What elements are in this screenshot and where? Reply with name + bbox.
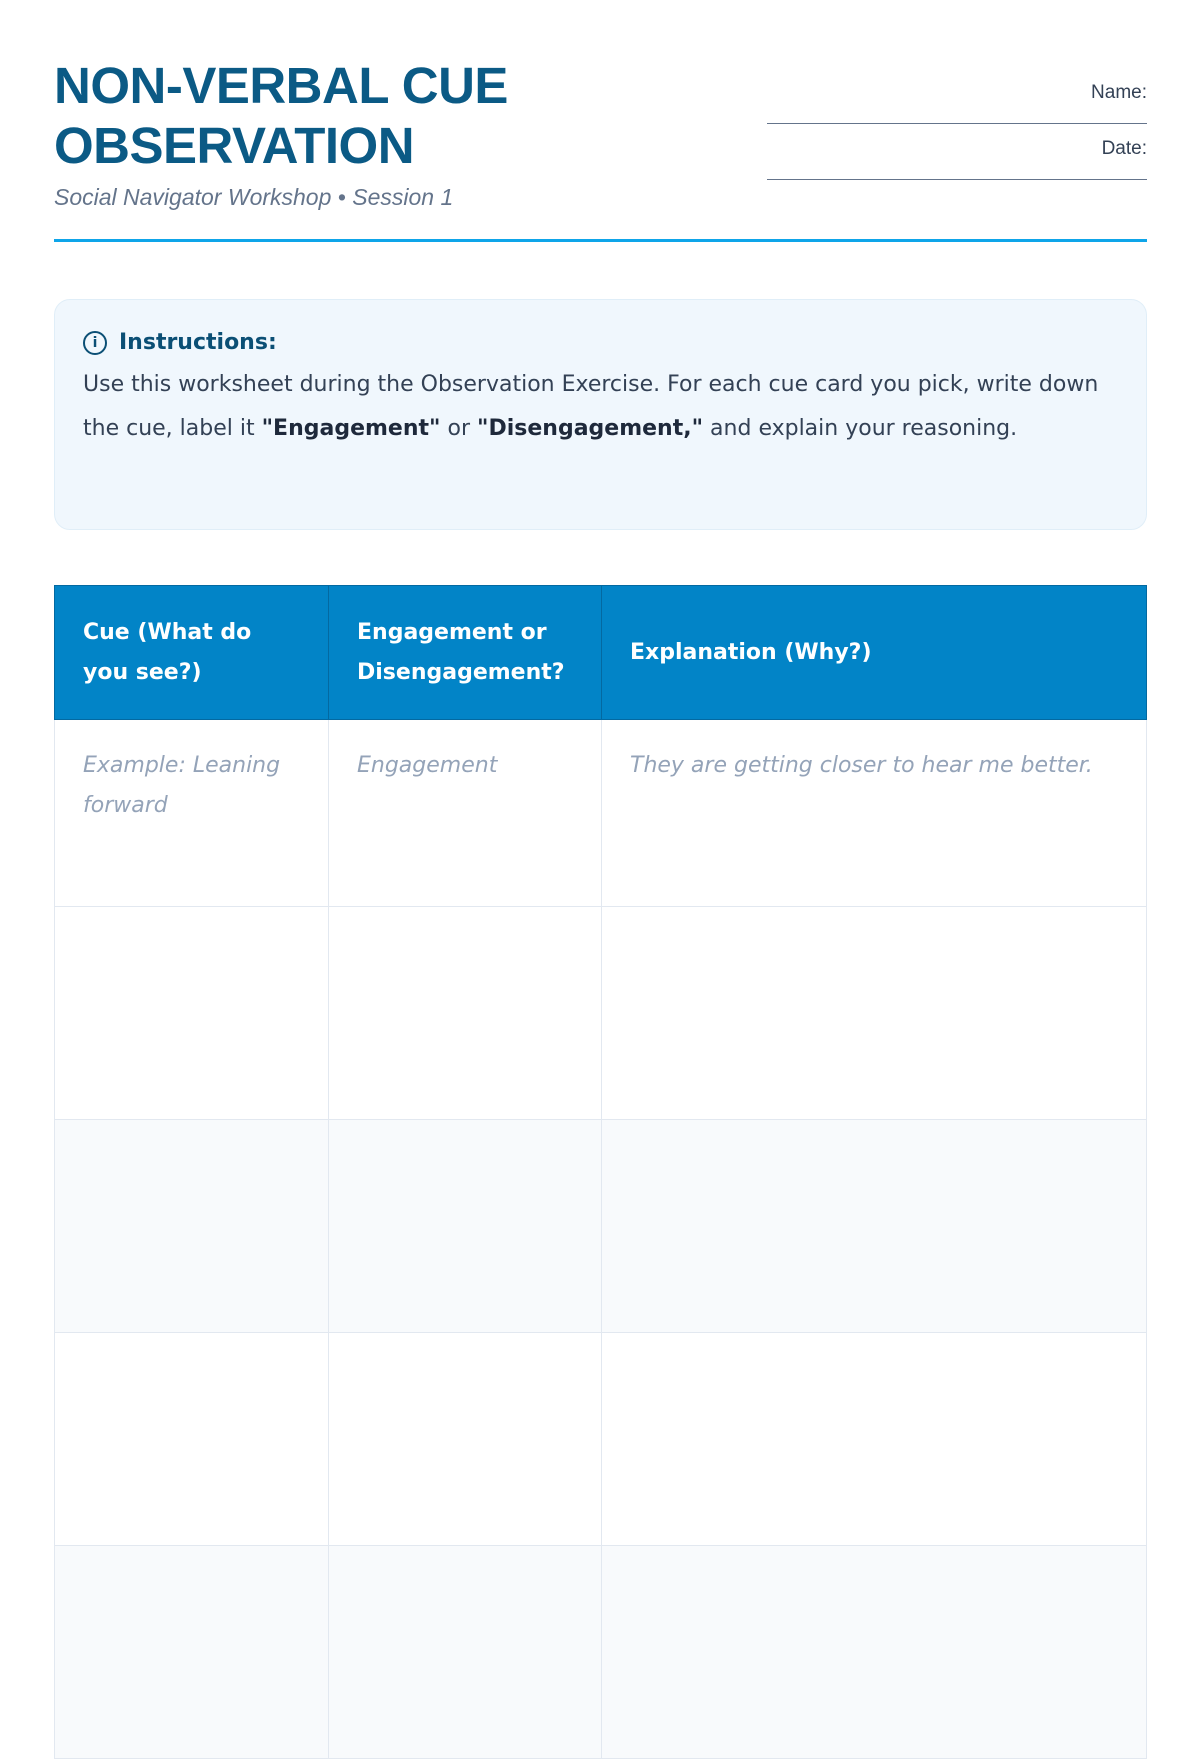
column-header-type: Engagement or Disengagement? <box>329 586 602 720</box>
explanation-cell[interactable] <box>602 1333 1147 1546</box>
example-explanation: They are getting closer to hear me better. <box>602 720 1147 907</box>
column-header-explanation: Explanation (Why?) <box>602 586 1147 720</box>
disengagement-term: "Disengagement," <box>477 416 704 441</box>
type-cell[interactable] <box>329 1120 602 1333</box>
cue-cell[interactable] <box>55 1120 329 1333</box>
explanation-cell[interactable] <box>602 1120 1147 1333</box>
instructions-text-part: or <box>440 416 477 441</box>
table-row <box>55 907 1147 1120</box>
explanation-cell[interactable] <box>602 907 1147 1120</box>
cue-cell[interactable] <box>55 1546 329 1759</box>
instructions-text-part: Use this worksheet during the Observation Exercise. For each cue card you pick, write down the cue, label it <box>83 372 1099 441</box>
date-field[interactable] <box>767 160 1147 180</box>
name-field[interactable] <box>767 104 1147 124</box>
instructions-text-part: and explain your reasoning. <box>703 416 1018 441</box>
instructions-heading: Instructions: <box>119 330 277 355</box>
type-cell[interactable] <box>329 1546 602 1759</box>
name-date-fields <box>767 82 1147 194</box>
table-row <box>55 1546 1147 1759</box>
page-subtitle: Social Navigator Workshop • Session 1 <box>54 184 454 210</box>
page-title: NON-VERBAL CUE OBSERVATION <box>54 57 508 174</box>
example-cue: Example: Leaning forward <box>55 720 329 907</box>
explanation-cell[interactable] <box>602 1546 1147 1759</box>
instructions-box <box>54 299 1147 530</box>
info-icon: i <box>83 331 107 355</box>
observation-table <box>54 585 1147 1759</box>
name-label: Name: <box>1091 82 1147 103</box>
example-type: Engagement <box>329 720 602 907</box>
table-row <box>55 1120 1147 1333</box>
cue-cell[interactable] <box>55 1333 329 1546</box>
cue-cell[interactable] <box>55 907 329 1120</box>
table-header-row <box>55 586 1147 720</box>
example-row <box>55 720 1147 907</box>
type-cell[interactable] <box>329 1333 602 1546</box>
type-cell[interactable] <box>329 907 602 1120</box>
table-row <box>55 1333 1147 1546</box>
date-label: Date: <box>1101 138 1147 159</box>
engagement-term: "Engagement" <box>261 416 441 441</box>
worksheet-header <box>54 56 1147 242</box>
instructions-heading-row <box>83 330 1118 355</box>
instructions-text <box>83 363 1118 451</box>
column-header-cue: Cue (What do you see?) <box>55 586 329 720</box>
